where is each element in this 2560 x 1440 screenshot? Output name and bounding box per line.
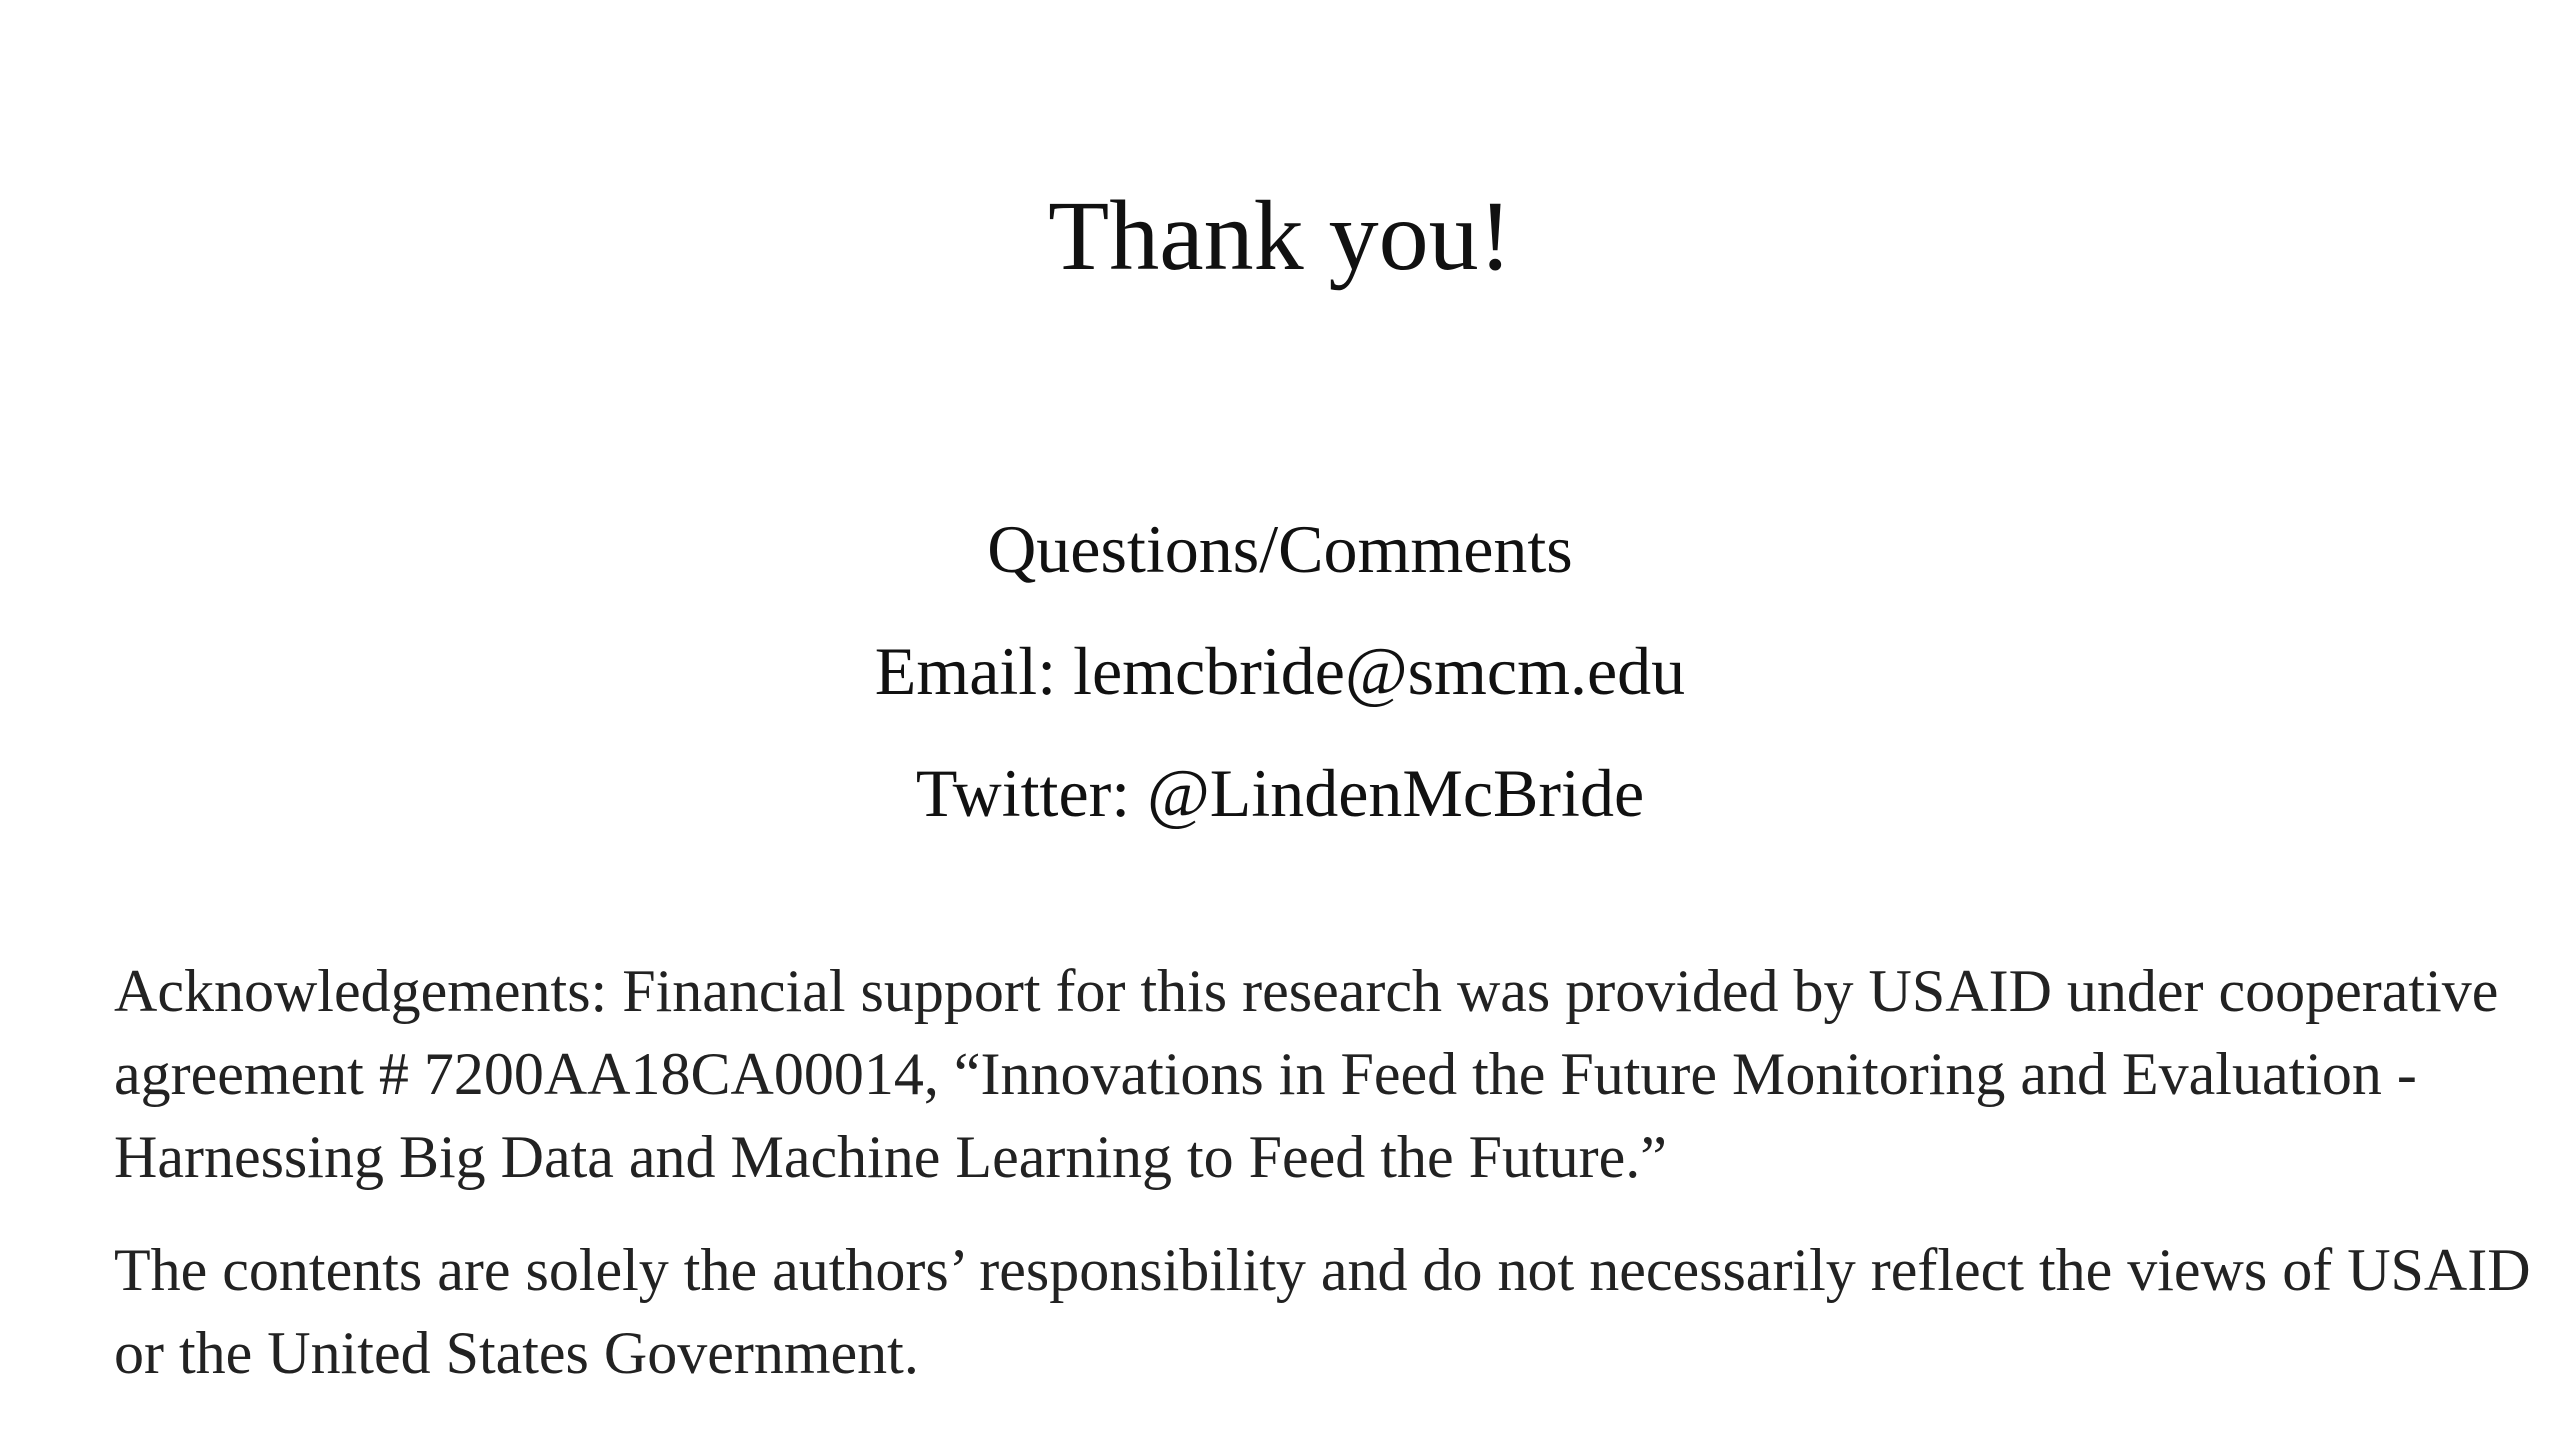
acknowledgements-block: [114, 950, 2534, 1425]
contact-email: Email: lemcbride@smcm.edu: [874, 633, 1686, 709]
contact-twitter: Twitter: @LindenMcBride: [915, 755, 1645, 831]
funding-acknowledgement: Acknowledgements: Financial support for this research was provided by USAID under cooperative agreement # 7200AA18CA00014, “Innovations in Feed the Future Monitoring and Evaluation - Harnessing Big Data and Machine Learning to Feed the Future.”: [114, 958, 2499, 1190]
contact-heading: Questions/Comments: [987, 511, 1573, 587]
disclaimer-text: The contents are solely the authors’ responsibility and do not necessarily reflect the views of USAID or the United States Government.: [114, 1237, 2531, 1386]
slide-title: Thank you!: [1048, 180, 1512, 291]
contact-block: [0, 488, 2560, 854]
